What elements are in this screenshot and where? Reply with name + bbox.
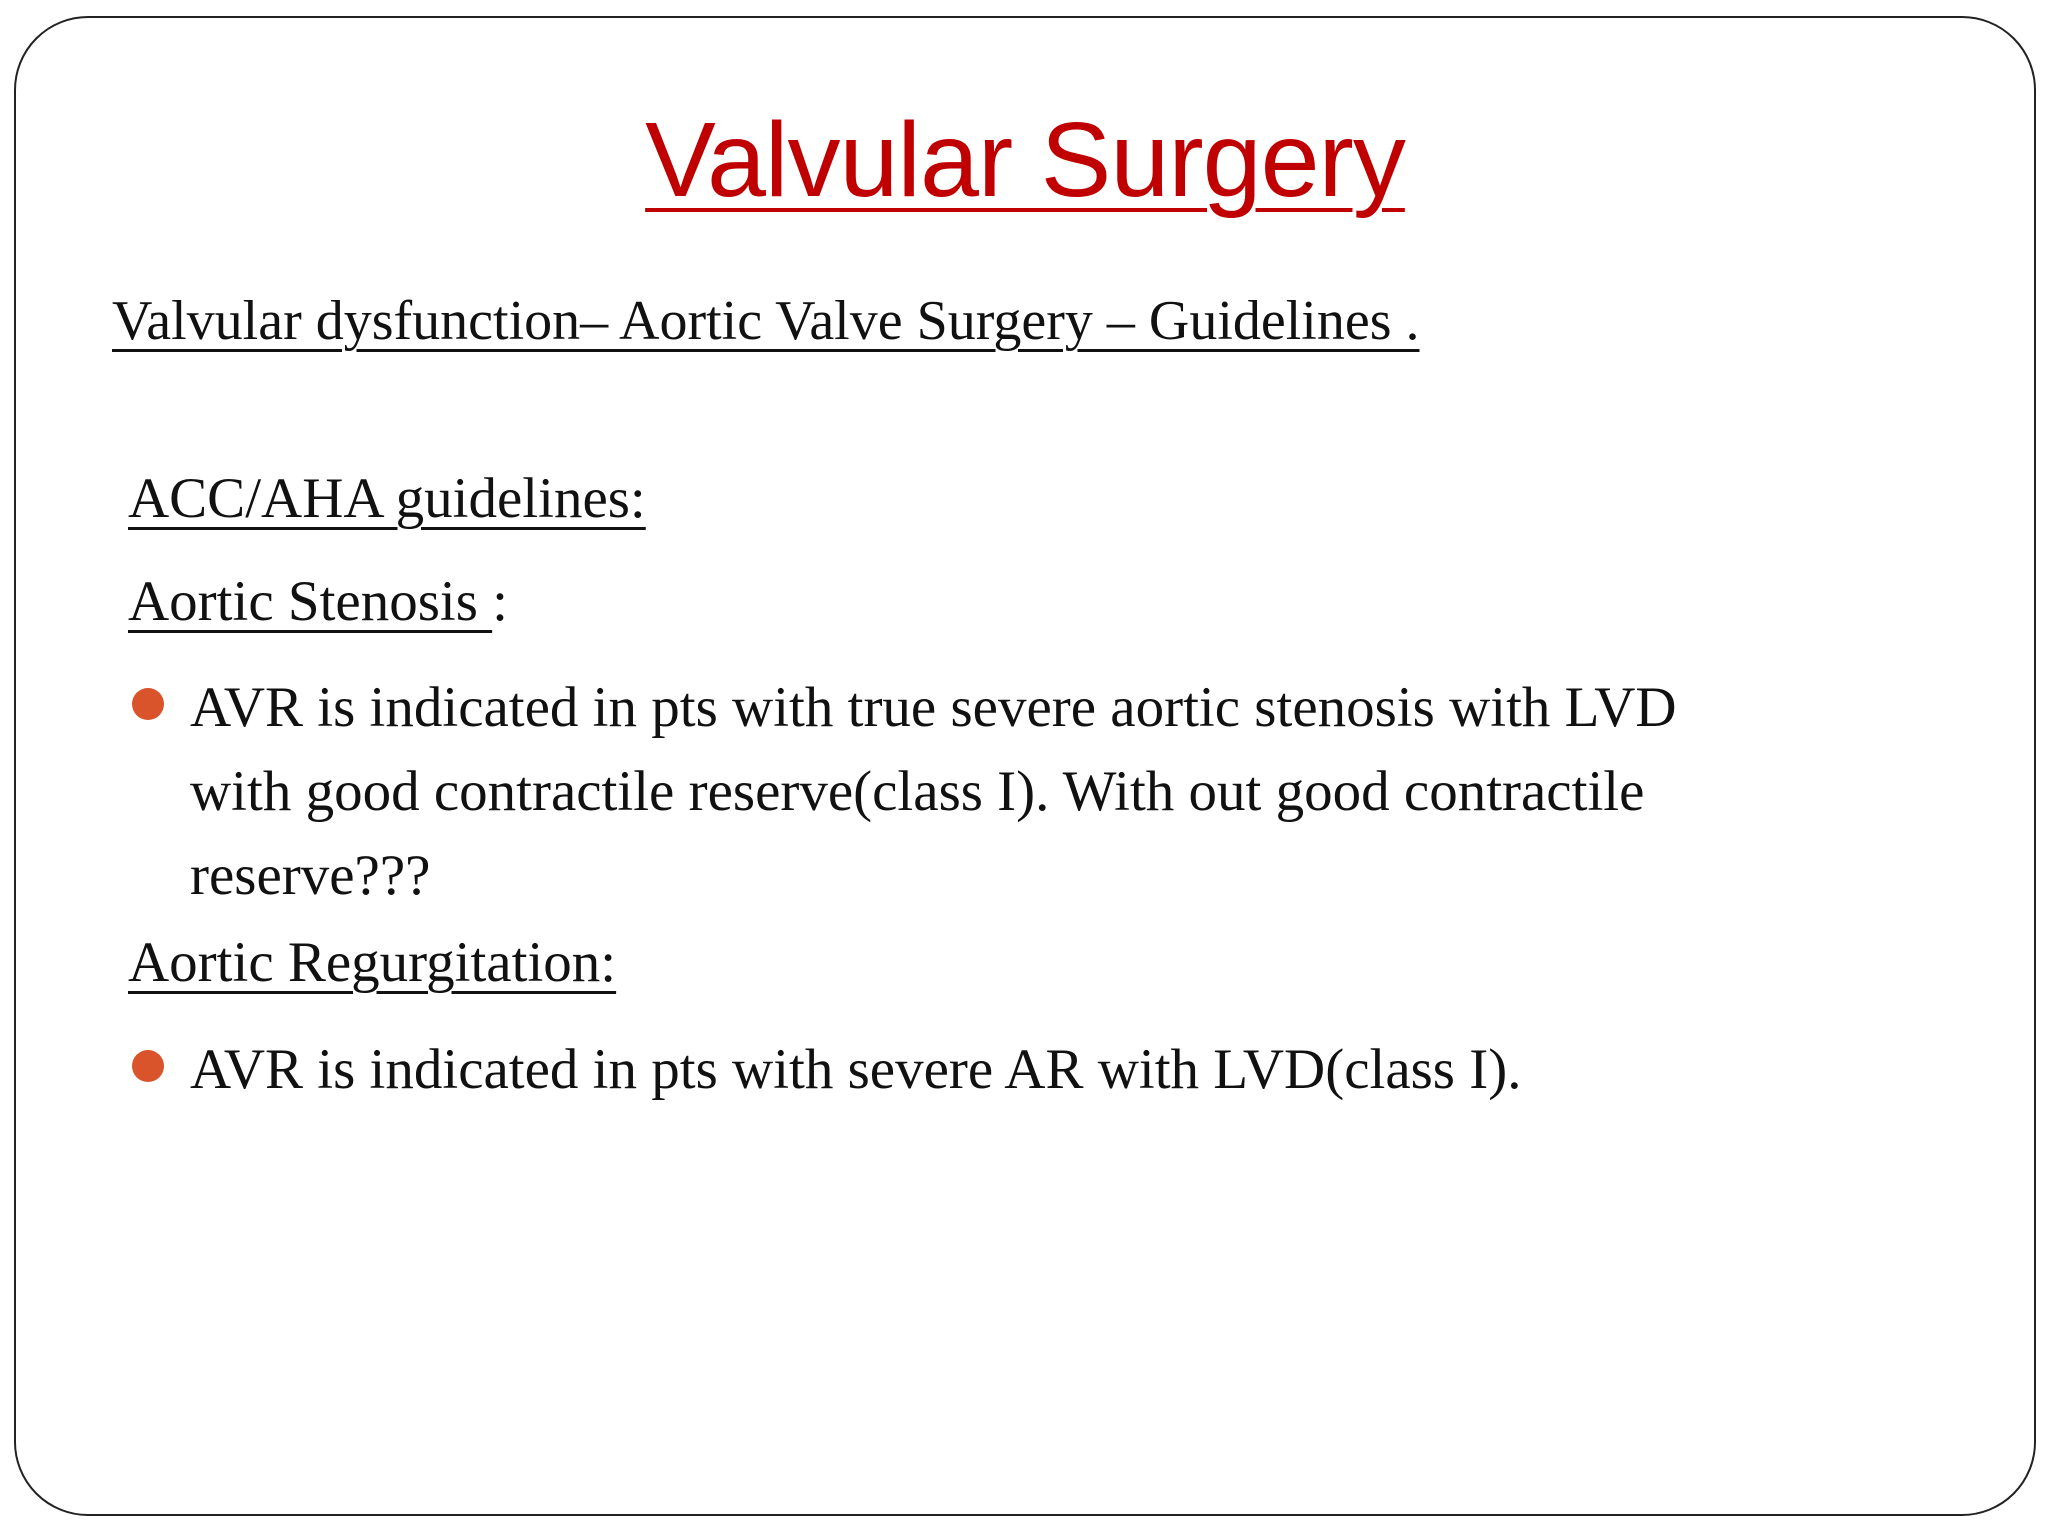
aortic-regurgitation-bullet (132, 1028, 1832, 1112)
aortic-regurgitation-bullet-text: AVR is indicated in pts with severe AR with LVD(class I). (190, 1038, 1522, 1101)
aortic-stenosis-bullet-text: AVR is indicated in pts with true severe aortic stenosis with LVD with good contractile reserve(class I). With out good contractile reserve??? (190, 676, 1677, 907)
slide-frame (14, 16, 2036, 1516)
slide-title (16, 100, 2034, 220)
aortic-stenosis-bullet (132, 666, 1782, 918)
slide-title-text: Valvular Surgery (645, 101, 1405, 219)
aortic-regurgitation-heading (128, 928, 616, 998)
aortic-stenosis-heading (128, 567, 508, 637)
aortic-stenosis-heading-colon: : (492, 570, 508, 633)
guidelines-heading (128, 464, 646, 534)
guidelines-heading-text: ACC/AHA guidelines: (128, 467, 646, 530)
slide-subtitle: Valvular dysfunction– Aortic Valve Surgery – Guidelines . (112, 290, 1420, 352)
bullet-dot-icon (132, 1050, 164, 1082)
bullet-dot-icon (132, 688, 164, 720)
aortic-regurgitation-heading-text: Aortic Regurgitation: (128, 931, 617, 994)
aortic-stenosis-heading-text: Aortic Stenosis (128, 570, 493, 633)
